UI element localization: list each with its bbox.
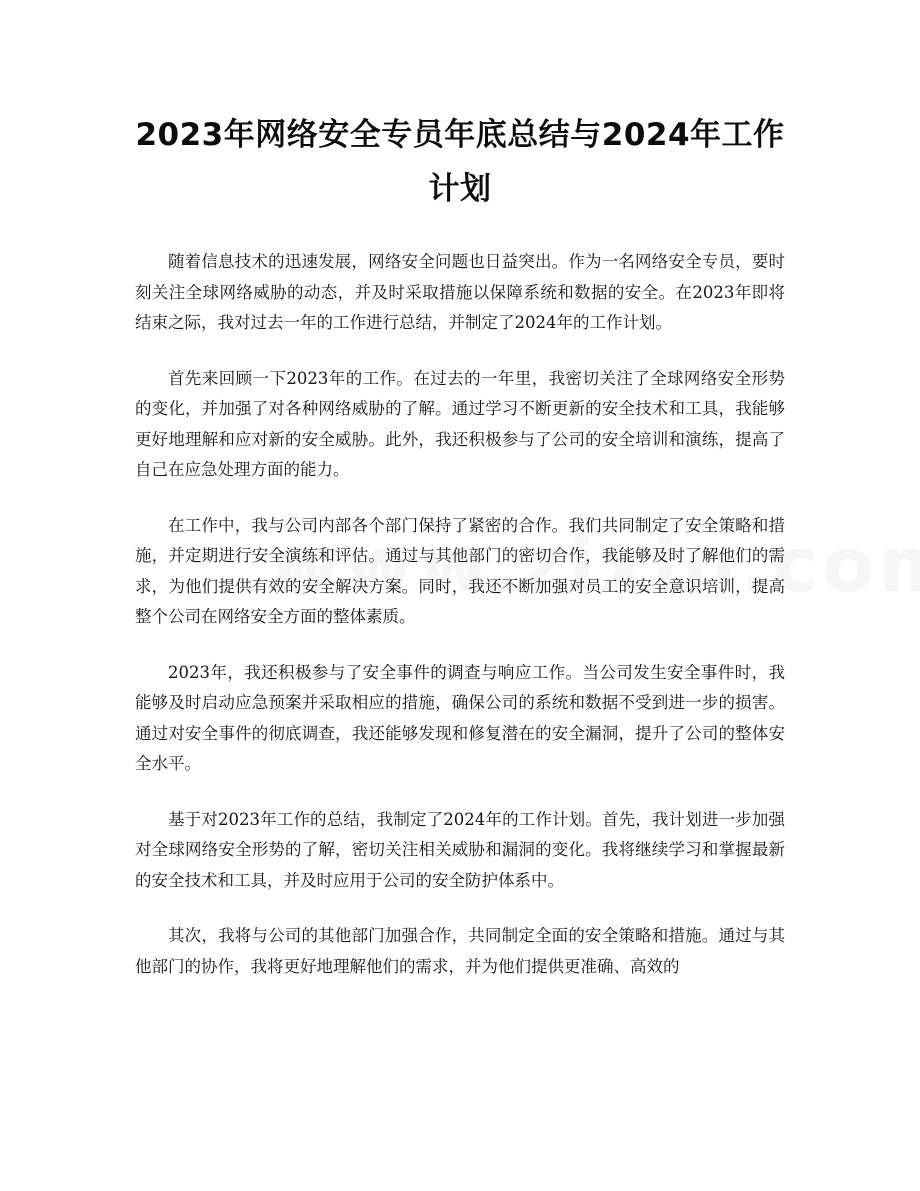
paragraph-cooperation: 在工作中，我与公司内部各个部门保持了紧密的合作。我们共同制定了安全策略和措施，并定期进行安全演练和评估。通过与其他部门的密切合作，我能够及时了解他们的需求，为他们提供有效的安全解决方案。同时，我还不断加强对员工的安全意识培训，提高整个公司在网络安全方面的整体素质。 bbox=[135, 515, 785, 626]
paragraph-plan-2024: 基于对2023年工作的总结，我制定了2024年的工作计划。首先，我计划进一步加强对全球网络安全形势的了解，密切关注相关威胁和漏洞的变化。我将继续学习和掌握最新的安全技术和工具，并及时应用于公司的安全防护体系中。 bbox=[135, 809, 785, 890]
document-title: 2023年网络安全专员年底总结与2024年工作计划 bbox=[135, 117, 785, 207]
paragraph-incident-response: 2023年，我还积极参与了安全事件的调查与响应工作。当公司发生安全事件时，我能够及时启动应急预案并采取相应的措施，确保公司的系统和数据不受到进一步的损害。通过对安全事件的彻底调查，我还能够发现和修复潜在的安全漏洞，提升了公司的整体安全水平。 bbox=[135, 662, 785, 773]
paragraph-review-2023: 首先来回顾一下2023年的工作。在过去的一年里，我密切关注了全球网络安全形势的变化，并加强了对各种网络威胁的了解。通过学习不断更新的安全技术和工具，我能够更好地理解和应对新的安全威胁。此外，我还积极参与了公司的安全培训和演练，提高了自己在应急处理方面的能力。 bbox=[135, 368, 785, 479]
document-body bbox=[135, 247, 785, 1007]
paragraph-next-steps: 其次，我将与公司的其他部门加强合作，共同制定全面的安全策略和措施。通过与其他部门的协作，我将更好地理解他们的需求，并为他们提供更准确、高效的 bbox=[135, 926, 785, 976]
paragraph-intro: 随着信息技术的迅速发展，网络安全问题也日益突出。作为一名网络安全专员，要时刻关注全球网络威胁的动态，并及时采取措施以保障系统和数据的安全。在2023年即将结束之际，我对过去一年的工作进行总结，并制定了2024年的工作计划。 bbox=[135, 252, 785, 332]
